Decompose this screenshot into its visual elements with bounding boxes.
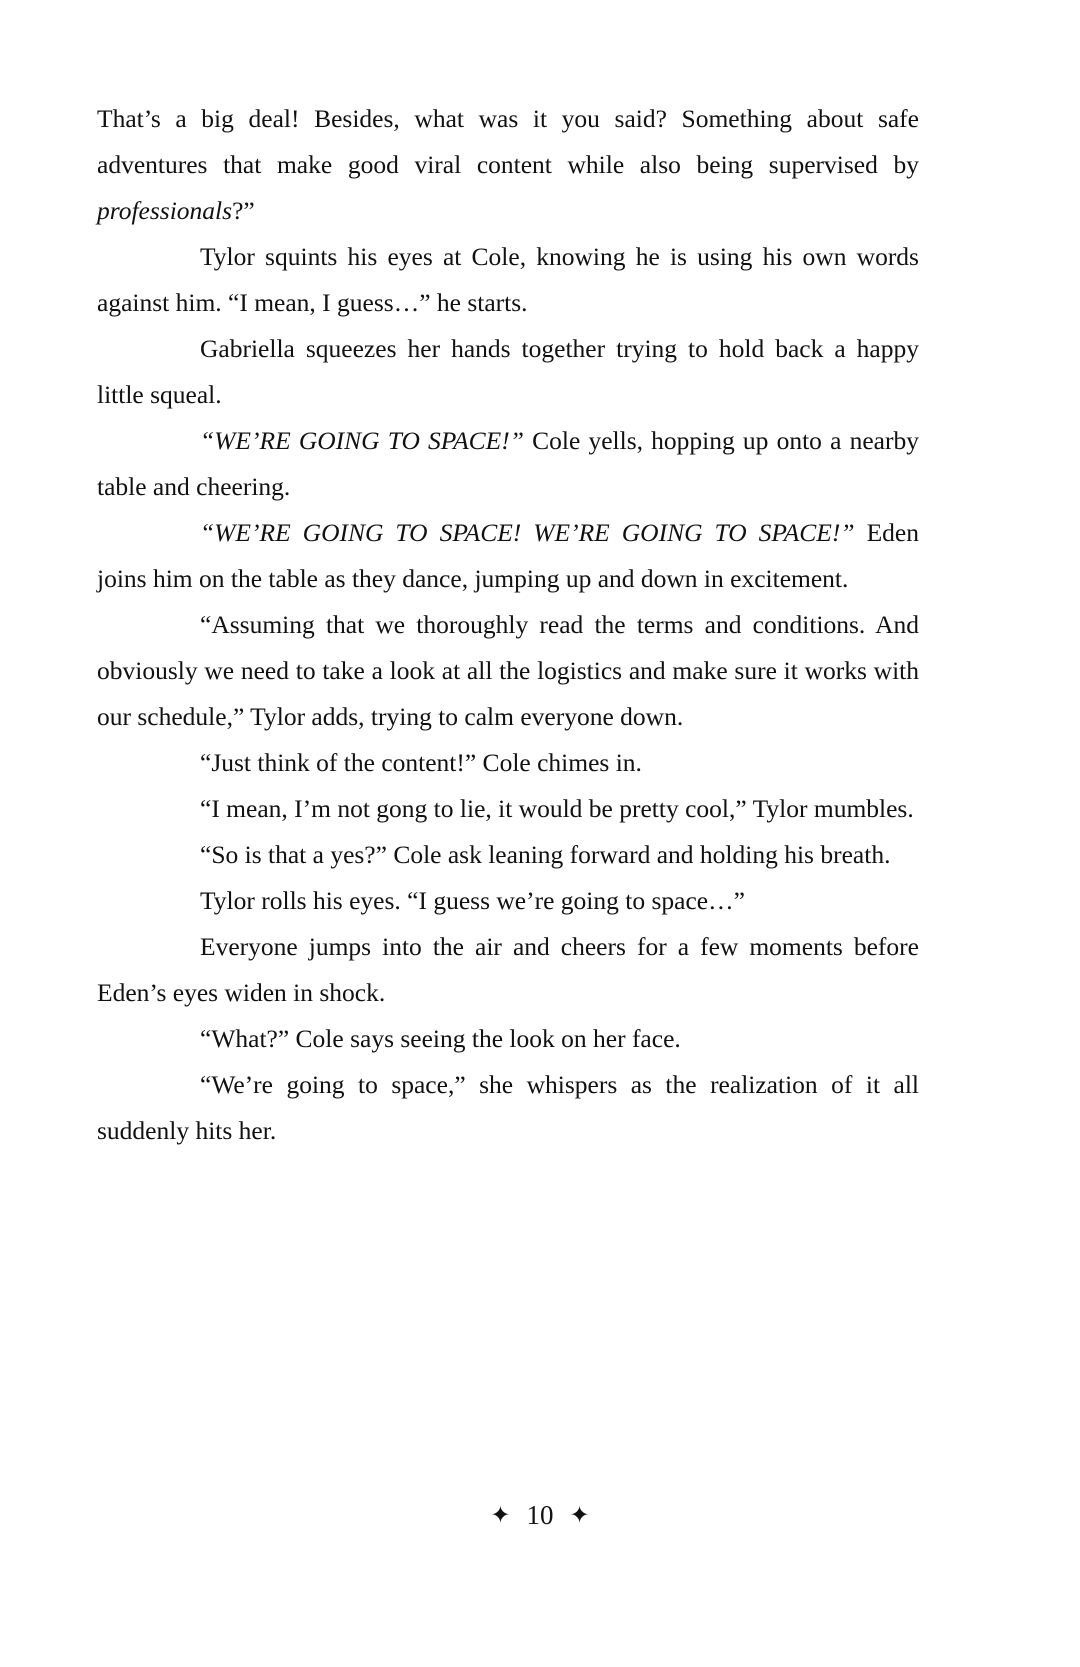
paragraph (97, 418, 919, 510)
paragraph (97, 1016, 919, 1062)
text-run: “What?” Cole says seeing the look on her face. (200, 1024, 681, 1053)
text-run: ?” (232, 196, 255, 225)
paragraph (97, 832, 919, 878)
text-run-italic: professionals (97, 196, 233, 225)
paragraph (97, 510, 919, 602)
diamond-ornament-icon: ✦ (569, 1503, 590, 1529)
paragraph (97, 326, 919, 418)
paragraph (97, 786, 919, 832)
text-run: Tylor squints his eyes at Cole, knowing he is using his own words against him. “I mean, I guess…” he starts. (97, 242, 919, 317)
paragraph (97, 740, 919, 786)
text-run: Cole yells, hopping up onto a nearby table and cheering. (97, 426, 919, 501)
page-footer (0, 1498, 1080, 1533)
paragraph (97, 234, 919, 326)
page-number: 10 (526, 1500, 554, 1530)
text-run: Eden joins him on the table as they dance, jumping up and down in excitement. (97, 518, 919, 593)
paragraph (97, 602, 919, 740)
diamond-ornament-icon: ✦ (490, 1503, 511, 1529)
paragraph (97, 96, 919, 234)
text-run-italic: “WE’RE GOING TO SPACE!” (200, 426, 524, 455)
body-text-column (97, 96, 919, 1154)
text-run: “We’re going to space,” she whispers as the realization of it all suddenly hits her. (97, 1070, 919, 1145)
paragraph (97, 1062, 919, 1154)
text-run: Gabriella squeezes her hands together trying to hold back a happy little squeal. (97, 334, 919, 409)
text-run: That’s a big deal! Besides, what was it you said? Something about safe adventures that make good viral content while also being supervised by (97, 104, 919, 179)
text-run: Everyone jumps into the air and cheers for a few moments before Eden’s eyes widen in shock. (97, 932, 919, 1007)
text-run: “Just think of the content!” Cole chimes in. (200, 748, 642, 777)
text-run-italic: “WE’RE GOING TO SPACE! WE’RE GOING TO SPACE!” (200, 518, 855, 547)
text-run: Tylor rolls his eyes. “I guess we’re going to space…” (200, 886, 745, 915)
text-run: “I mean, I’m not gong to lie, it would be pretty cool,” Tylor mumbles. (200, 794, 914, 823)
text-run: “So is that a yes?” Cole ask leaning forward and holding his breath. (200, 840, 891, 869)
text-run: “Assuming that we thoroughly read the terms and conditions. And obviously we need to take a look at all the logistics and make sure it works with our schedule,” Tylor adds, trying to calm everyone down. (97, 610, 919, 731)
paragraph (97, 924, 919, 1016)
paragraph (97, 878, 919, 924)
